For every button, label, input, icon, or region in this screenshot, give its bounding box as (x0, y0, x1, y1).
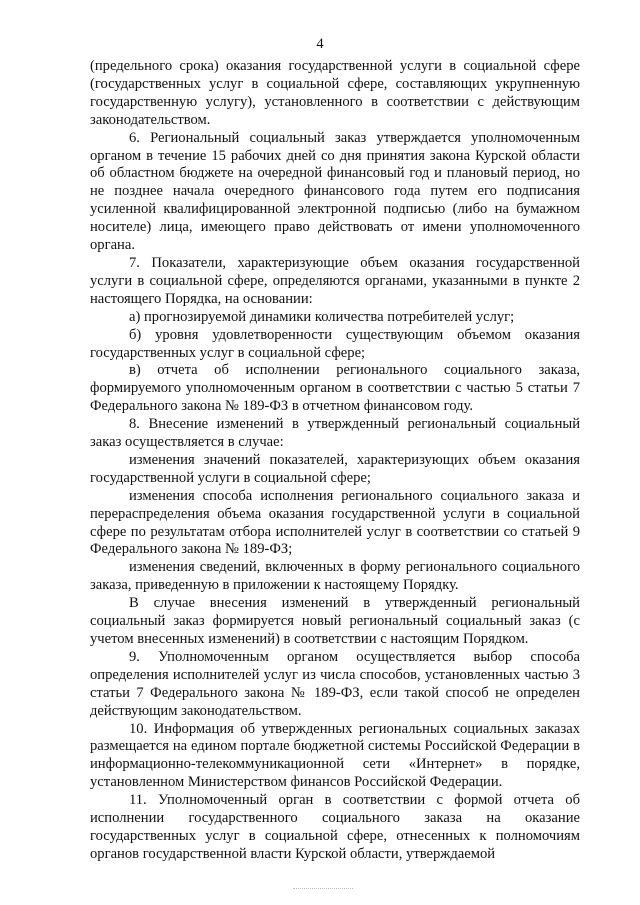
paragraph-continuation: (предельного срока) оказания государственной услуги в социальной сфере (государственных услуг в социальной сфере, составляющих укрупненную государственную услугу), установленного в соответствии с действующим законодательством. (90, 58, 580, 128)
paragraph-item-9: 9. Уполномоченным органом осуществляется выбор способа определения исполнителей услуг из числа способов, установленных частью 3 статьи 7 Федерального закона № 189-ФЗ, если такой способ не определен действующим законодательством. (90, 648, 580, 719)
paragraph-item-8-case-3: изменения сведений, включенных в форму регионального социального заказа, приведенную в приложении к настоящему Порядку. (90, 559, 580, 594)
paragraph-item-7a: а) прогнозируемой динамики количества потребителей услуг; (129, 308, 515, 325)
paragraph-item-11: 11. Уполномоченный орган в соответствии с формой отчета об исполнении государственного социального заказа на оказание государственных услуг в социальной сфере, отнесенных к полномочиям органов государственной власти Курской области, утверждаемой (90, 792, 580, 862)
paragraph-item-7v: в) отчета об исполнении регионального социального заказа, формируемого уполномоченным органом в соответствии с частью 5 статьи 7 Федерального закона № 189-ФЗ в отчетном финансовом году. (90, 362, 580, 415)
document-body (90, 58, 580, 864)
scan-artifact-divider (293, 888, 353, 891)
paragraph-item-7b: б) уровня удовлетворенности существующим объемом оказания государственных услуг в социальной сфере; (90, 326, 580, 361)
paragraph-item-8-case-1: изменения значений показателей, характеризующих объем оказания государственной услуги в социальной сфере; (90, 451, 580, 486)
paragraph-item-8-case-2: изменения способа исполнения регионального социального заказа и перераспределения объема оказания государственной услуги в социальной сфере по результатам отбора исполнителей услуг в соответствии со статьей 9 Федерального закона № 189-ФЗ; (90, 487, 580, 558)
paragraph-item-7: 7. Показатели, характеризующие объем оказания государственной услуги в социальной сфере, определяются органами, указанными в пункте 2 настоящего Порядка, на основании: (90, 254, 580, 307)
paragraph-item-10: 10. Информация об утвержденных региональных социальных заказах размещается на едином портале бюджетной системы Российской Федерации в информационно-телекоммуникационной сети «Интернет» в порядке, установленном Министерством финансов Российской Федерации. (90, 720, 580, 791)
page-number: 4 (316, 36, 324, 52)
paragraph-item-6: 6. Региональный социальный заказ утверждается уполномоченным органом в течение 15 рабочих дней со дня принятия закона Курской области об областном бюджете на очередной финансовый год и плановый период, но не позднее начала очередного финансового года путем его подписания усиленной квалифицированной электронной подписью (либо на бумажном носителе) лица, имеющего право действовать от имени уполномоченного органа. (90, 129, 580, 254)
paragraph-item-8: 8. Внесение изменений в утвержденный региональный социальный заказ осуществляется в случае: (90, 416, 580, 451)
paragraph-item-8-note: В случае внесения изменений в утвержденный региональный социальный заказ формируется новый региональный социальный заказ (с учетом внесенных изменений) в соответствии с настоящим Порядком. (90, 595, 580, 647)
